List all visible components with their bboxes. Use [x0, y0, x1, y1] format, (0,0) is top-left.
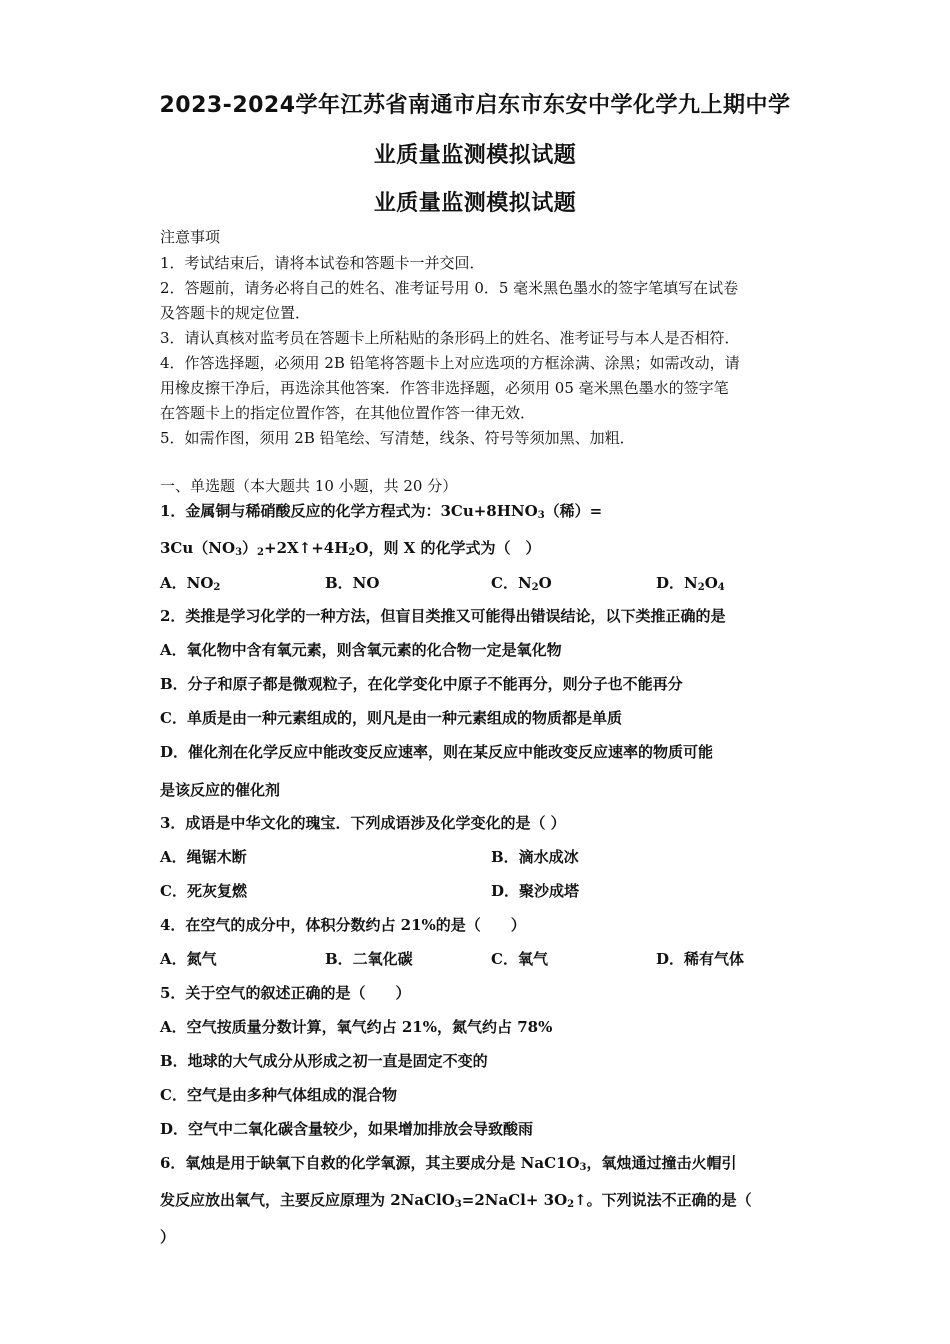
- q3-option-b: B．滴水成冰: [491, 848, 579, 866]
- q1-option-a: A．$NO_2$: [160, 574, 221, 593]
- exam-title-line-2: 业质量监测模拟试题: [373, 143, 577, 168]
- q4-option-c: C．氧气: [491, 950, 548, 968]
- q5-option-d: D．空气中二氧化碳含量较少，如果增加排放会导致酸雨: [160, 1120, 534, 1138]
- q4-option-d: D．稀有气体: [656, 950, 745, 968]
- q5-option-b: B．地球的大气成分从形成之初一直是固定不变的: [160, 1052, 488, 1070]
- notice-item-2: 2．答题前，请务必将自己的姓名、准考证号用 0．5 毫米黑色墨水的签字笔填写在试卷: [160, 279, 739, 297]
- notice-item-3: 3．请认真核对监考员在答题卡上所粘贴的条形码上的姓名、准考证号与本人是否相符．: [160, 329, 740, 347]
- notice-item-4-cont-2: 在答题卡上的指定位置作答，在其他位置作答一律无效．: [160, 404, 536, 422]
- notice-item-4-cont-1: 用橡皮擦干净后，再选涂其他答案．作答非选择题，必须用 05 毫米黑色墨水的签字笔: [160, 379, 729, 397]
- q4-option-a: A．氮气: [160, 950, 217, 968]
- q2-option-a: A．氧化物中含有氧元素，则含氧元素的化合物一定是氧化物: [160, 641, 562, 659]
- q5-stem: 5．关于空气的叙述正确的是（ ）: [160, 984, 411, 1002]
- notice-heading: 注意事项: [160, 228, 221, 246]
- q3-option-a: A．绳锯木断: [160, 848, 247, 866]
- q2-option-d-cont: 是该反应的催化剂: [160, 781, 281, 799]
- q4-stem: 4．在空气的成分中，体积分数约占 21%的是（ ）: [160, 916, 526, 934]
- q1-stem-line-2: $3Cu(NO_3)_2+2X↑+4H_2O$，则 X 的化学式为（ ）: [160, 539, 541, 558]
- q4-option-b: B．二氧化碳: [325, 950, 413, 968]
- q2-option-c: C．单质是由一种元素组成的，则凡是由一种元素组成的物质都是单质: [160, 709, 622, 727]
- q6-stem-line-1: 6．氧烛是用于缺氧下自救的化学氧源，其主要成分是 $NaC1O_3$，氧烛通过撞击火帽引: [160, 1154, 737, 1173]
- notice-item-5: 5．如需作图，须用 2B 铅笔绘、写清楚，线条、符号等须加黑、加粗．: [160, 429, 635, 447]
- q3-option-c: C．死灰复燃: [160, 882, 247, 900]
- notice-item-2-cont: 及答题卡的规定位置．: [160, 304, 311, 322]
- q6-stem-line-2: 发反应放出氧气，主要反应原理为 2NaClO$_3$=2NaCl+ $3O_2↑$。下列说法不正确的是（: [160, 1191, 752, 1210]
- q1-option-c: C．$N_2O$: [491, 574, 552, 593]
- exam-title-line-3: 业质量监测模拟试题: [373, 191, 577, 216]
- q2-option-d: D．催化剂在化学反应中能改变反应速率，则在某反应中能改变反应速率的物质可能: [160, 743, 714, 761]
- section-heading: 一、单选题（本大题共 10 小题，共 20 分）: [160, 477, 458, 495]
- notice-item-1: 1．考试结束后，请将本试卷和答题卡一并交回．: [160, 254, 485, 272]
- q5-option-a: A．空气按质量分数计算，氧气约占 21%，氮气约占 78%: [160, 1018, 553, 1036]
- q1-option-d: D．$N_2O_4$: [656, 574, 725, 593]
- q3-stem: 3．成语是中华文化的瑰宝．下列成语涉及化学变化的是（ ）: [160, 814, 566, 832]
- q2-option-b: B．分子和原子都是微观粒子，在化学变化中原子不能再分，则分子也不能再分: [160, 675, 683, 693]
- q3-option-d: D．聚沙成塔: [491, 882, 580, 900]
- q1-option-b: B．NO: [325, 574, 380, 592]
- q5-option-c: C．空气是由多种气体组成的混合物: [160, 1086, 397, 1104]
- notice-item-4: 4．作答选择题，必须用 2B 铅笔将答题卡上对应选项的方框涂满、涂黑；如需改动，请: [160, 354, 740, 372]
- q6-stem-line-3: ）: [160, 1228, 176, 1246]
- q1-stem-line-1: 1．金属铜与稀硝酸反应的化学方程式为：$3Cu+8HNO_3$（稀）=: [160, 502, 603, 521]
- exam-title-line-1: 2023-2024学年江苏省南通市启东市东安中学化学九上期中学: [159, 93, 791, 118]
- q2-stem: 2．类推是学习化学的一种方法，但盲目类推又可能得出错误结论，以下类推正确的是: [160, 607, 726, 625]
